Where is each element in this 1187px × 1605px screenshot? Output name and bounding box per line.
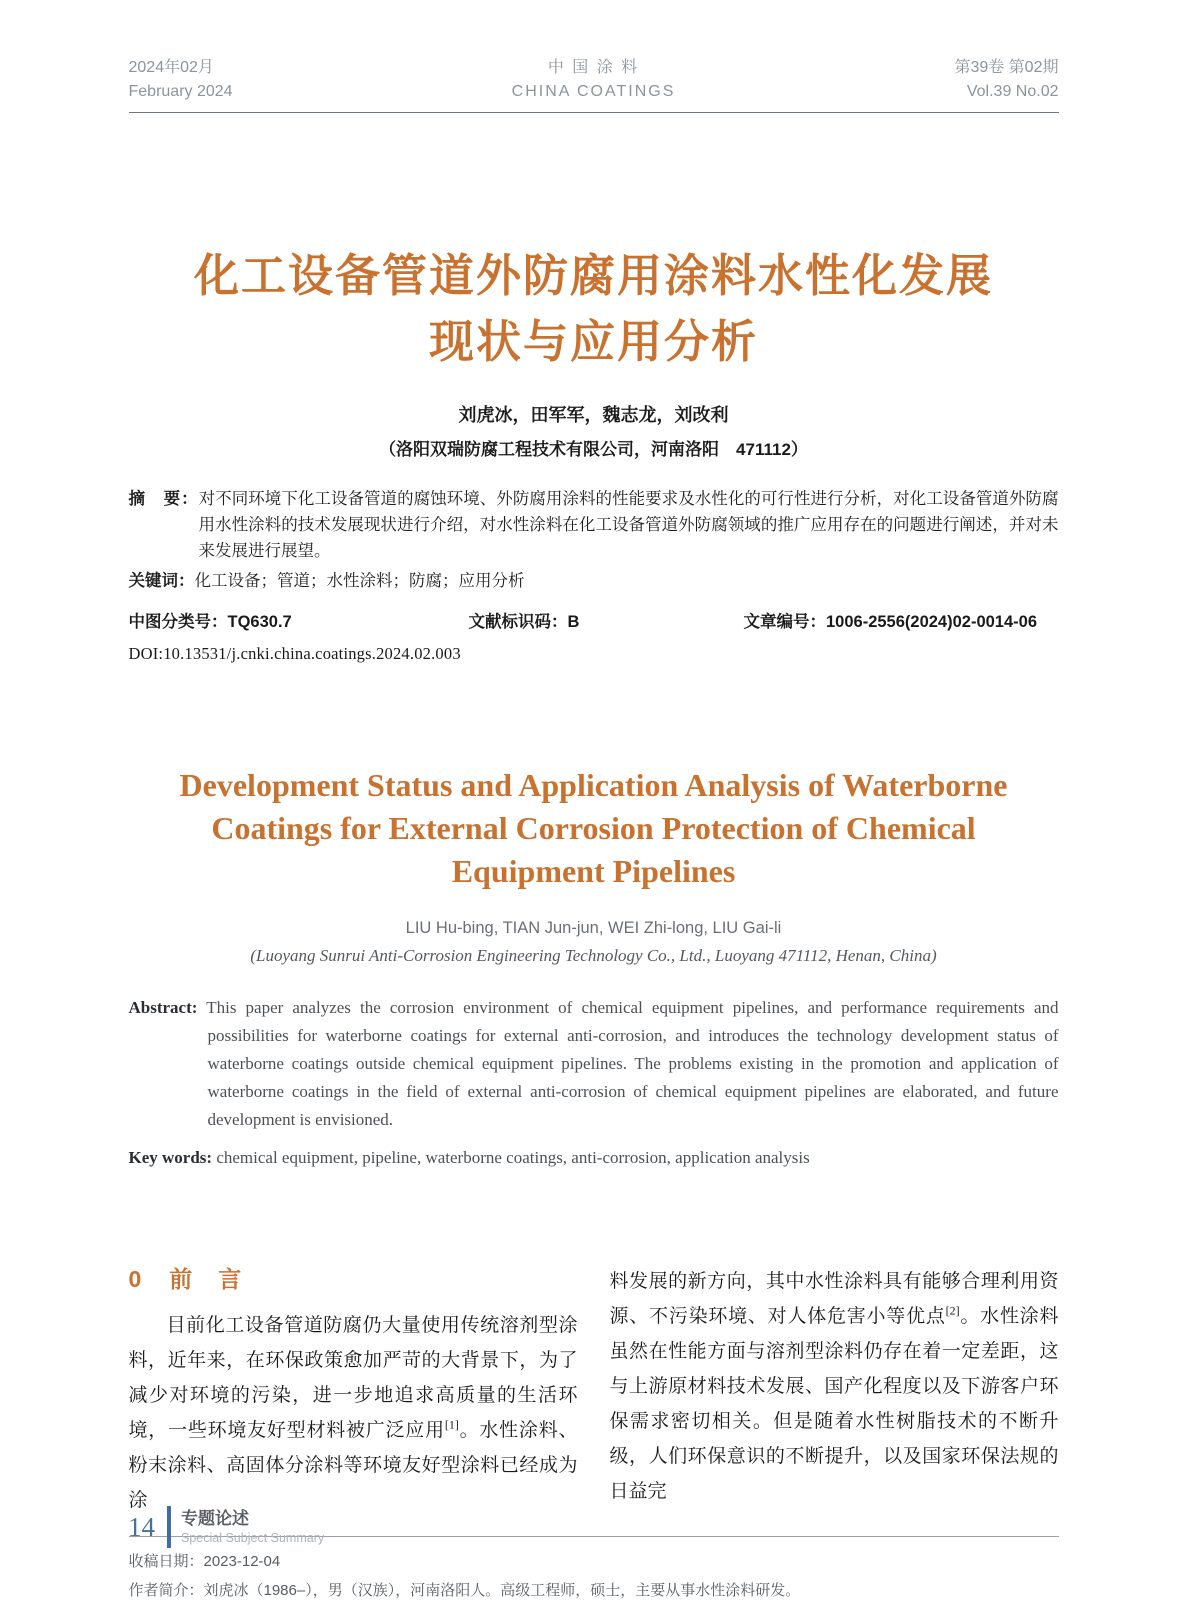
keywords-cn-text: 化工设备；管道；水性涂料；防腐；应用分析: [194, 572, 525, 590]
body-paragraph-right: [610, 1264, 1059, 1509]
article-meta: [129, 608, 1059, 632]
article-title-cn: [129, 243, 1059, 375]
body-right-seg2: 。水性涂料虽然在性能方面与溶剂型涂料仍存在着一定差距，这与上游原材料技术发展、国产化程度以及下游客户环保需求密切相关。但是随着水性树脂技术的不断升级，人们环保意识的不断提升，以及国家环保法规的日益完: [609, 1306, 1059, 1502]
document-code: 文献标识码：B: [468, 613, 580, 631]
keywords-en: [129, 1144, 1059, 1172]
received-date: 收稿日期：2023-12-04: [128, 1553, 281, 1570]
body-paragraph-left: [129, 1308, 578, 1518]
abstract-cn-label: 摘 要：: [128, 490, 199, 508]
abstract-en: [129, 994, 1059, 1134]
article-title-en: [129, 764, 1059, 893]
body-right-seg1: 料发展的新方向，其中水性涂料具有能够合理利用资源、不污染环境、对人体危害小等优点: [609, 1271, 1059, 1327]
article-title-cn-line2: 现状与应用分析: [428, 316, 758, 367]
abstract-en-label: Abstract:: [128, 998, 198, 1017]
footer-column-en: Special Subject Summary: [181, 1530, 325, 1545]
article-id: 文章编号：1006-2556(2024)02-0014-06: [743, 613, 1038, 631]
abstract-cn-text: 对不同环境下化工设备管道的腐蚀环境、外防腐用涂料的性能要求及水性化的可行性进行分析，对化工设备管道外防腐用水性涂料的技术发展现状进行介绍，对水性涂料在化工设备管道外防腐领域的推广应用存在的问题进行阐述，并对未来发展进行展望。: [198, 490, 1059, 560]
section-0-number: 0: [128, 1266, 142, 1292]
clc-number: 中图分类号：TQ630.7: [128, 613, 292, 631]
affiliation-en: (Luoyang Sunrui Anti-Corrosion Engineering Technology Co., Ltd., Luoyang 471112, Henan, China): [250, 946, 937, 965]
citation-ref-1: [1]: [444, 1417, 459, 1432]
section-0-title: 前言: [169, 1266, 268, 1292]
keywords-cn-label: 关键词：: [128, 572, 195, 590]
authors-en: LIU Hu-bing, TIAN Jun-jun, WEI Zhi-long, LIU Gai-li: [405, 919, 782, 937]
affiliation-cn: （洛阳双瑞防腐工程技术有限公司，河南洛阳 471112）: [379, 440, 808, 459]
abstract-en-text: This paper analyzes the corrosion environment of chemical equipment pipelines, and performance requirements and possibilities for waterborne coatings for external anti-corrosion, and introduces the technology development status of waterborne coatings outside chemical equipment pipelines. The problems existing in the promotion and application of waterborne coatings in the field of external anti-corrosion of chemical equipment pipelines are elaborated, and future development is envisioned.: [197, 998, 1059, 1129]
article-title-en-line2: Coatings for External Corrosion Protection of Chemical: [211, 810, 976, 846]
page-number: 14: [128, 1512, 155, 1542]
authors-cn: 刘虎冰，田军军，魏志龙，刘改利: [458, 405, 729, 425]
journal-header: [129, 56, 1059, 113]
header-journal-cn: 中 国 涂 料: [547, 59, 640, 76]
header-date-cn: 2024年02月: [128, 59, 214, 76]
footer-divider-bar: [167, 1506, 171, 1548]
section-0-heading: [129, 1264, 578, 1294]
article-title-en-line1: Development Status and Application Analysis of Waterborne: [179, 767, 1008, 803]
keywords-en-label: Key words:: [128, 1148, 213, 1167]
article-title-cn-line1: 化工设备管道外防腐用涂料水性化发展: [193, 250, 993, 301]
keywords-en-text: chemical equipment, pipeline, waterborne coatings, anti-corrosion, application analysis: [212, 1148, 810, 1167]
doi: DOI:10.13531/j.cnki.china.coatings.2024.02.003: [128, 644, 461, 663]
body-columns: [129, 1264, 1059, 1518]
body-left-seg1: 目前化工设备管道防腐仍大量使用传统溶剂型涂料，近年来，在环保政策愈加严苛的大背景下，为了减少对环境的污染，进一步地追求高质量的生活环境，一些环境友好型材料被广泛应用: [128, 1315, 578, 1441]
header-issue-en: Vol.39 No.02: [966, 83, 1059, 100]
page-footer: [128, 1506, 324, 1548]
keywords-cn: [129, 568, 1059, 594]
header-date-en: February 2024: [128, 83, 233, 100]
header-issue: [954, 56, 1058, 104]
header-issue-cn: 第39卷 第02期: [954, 59, 1059, 76]
body-left-seg2: 。水性涂料、粉末涂料、高固体分涂料等环境友好型涂料已经成为涂: [128, 1420, 578, 1511]
header-journal-en: CHINA COATINGS: [511, 83, 676, 100]
header-journal: [512, 56, 676, 104]
footer-column-cn: 专题论述: [181, 1508, 249, 1528]
footer-column-names: [181, 1508, 324, 1547]
author-bio: 作者简介：刘虎冰（1986–），男（汉族），河南洛阳人。高级工程师，硕士，主要从事水性涂料研发。: [128, 1582, 801, 1599]
header-date: [129, 56, 233, 104]
article-title-en-line3: Equipment Pipelines: [451, 853, 736, 889]
page-content: [129, 0, 1059, 1605]
citation-ref-2: [2]: [945, 1303, 960, 1318]
abstract-cn: [129, 486, 1059, 564]
body-column-right: [610, 1264, 1059, 1518]
body-column-left: [129, 1264, 578, 1518]
